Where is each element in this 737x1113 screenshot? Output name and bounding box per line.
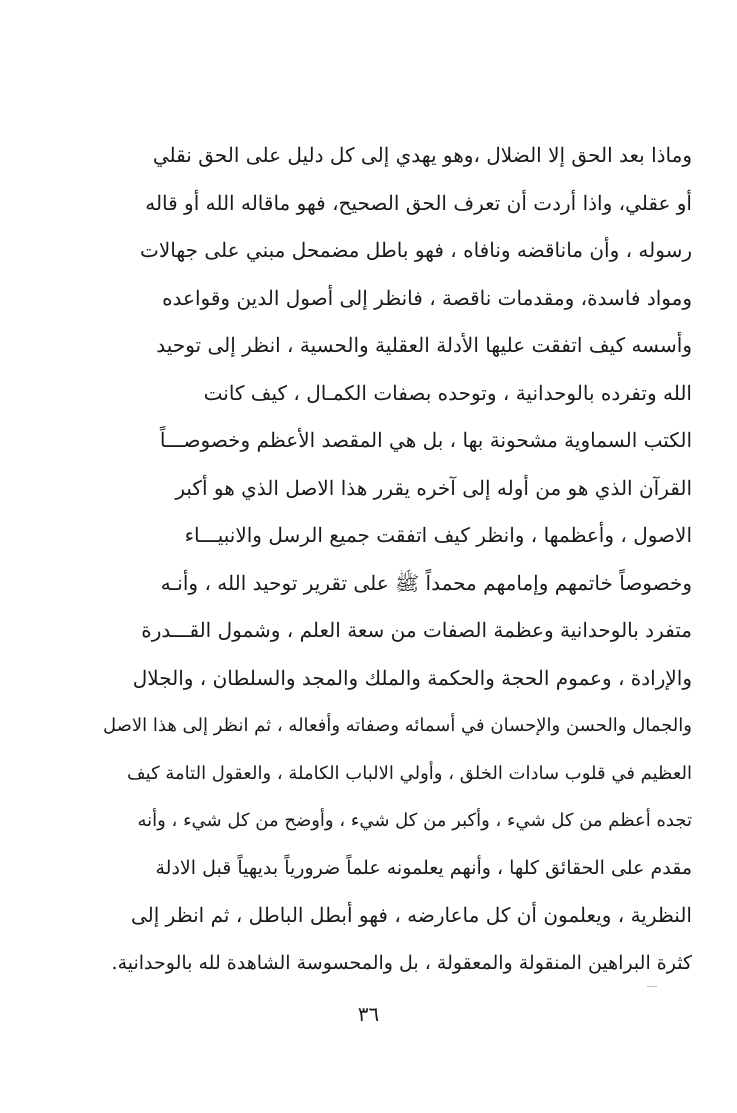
text-line: الله وتفرده بالوحدانية ، وتوحده بصفات الكمـال ، كيف كانت xyxy=(203,380,692,405)
text-line: والإرادة ، وعموم الحجة والحكمة والملك والمجد والسلطان ، والجلال xyxy=(132,665,692,690)
text-line: والجمال والحسن والإحسان في أسمائه وصفاته وأفعاله ، ثم انظر إلى هذا الاصل xyxy=(102,715,692,736)
text-line: وخصوصاً خاتمهم وإمامهم محمداً ﷺ على تقرير توحيد الله ، وأنـه xyxy=(160,570,692,595)
text-line: ومواد فاسدة، ومقدمات ناقصة ، فانظر إلى أصول الدين وقواعده xyxy=(162,285,692,310)
text-line: الكتب السماوية مشحونة بها ، بل هي المقصد الأعظم وخصوصـــاً xyxy=(159,428,692,452)
text-line: الاصول ، وأعظمها ، وانظر كيف اتفقت جميع الرسل والانبيـــاء xyxy=(184,523,692,547)
page-number: ٣٦ xyxy=(357,1002,380,1026)
body-text xyxy=(52,132,692,987)
text-line: مقدم على الحقائق كلها ، وأنهم يعلمونه علماً ضرورياً بديهياً قبل الادلة xyxy=(155,856,692,879)
text-line: وماذا بعد الحق إلا الضلال ،وهو يهدي إلى كل دليل على الحق نقلي xyxy=(152,143,692,167)
text-line: العظيم في قلوب سادات الخلق ، وأولي الالباب الكاملة ، والعقول التامة كيف xyxy=(127,762,692,784)
margin-mark xyxy=(647,986,657,987)
text-line: النظرية ، ويعلمون أن كل ماعارضه ، فهو أبطل الباطل ، ثم انظر إلى xyxy=(130,903,692,927)
text-line: القرآن الذي هو من أوله إلى آخره يقرر هذا الاصل الذي هو أكبر xyxy=(175,475,692,500)
text-line: وأسسه كيف اتفقت عليها الأدلة العقلية والحسية ، انظر إلى توحيد xyxy=(156,333,692,357)
text-line: كثرة البراهين المنقولة والمعقولة ، بل والمحسوسة الشاهدة لله بالوحدانية. xyxy=(111,951,692,974)
text-line: رسوله ، وأن ماناقضه ونافاه ، فهو باطل مضمحل مبني على جهالات xyxy=(140,238,692,262)
text-line: أو عقلي، واذا أردت أن تعرف الحق الصحيح، فهو ماقاله الله أو قاله xyxy=(145,190,692,215)
text-line: تجده أعظم من كل شيء ، وأكبر من كل شيء ، وأوضح من كل شيء ، وأنه xyxy=(137,810,692,831)
text-line: متفرد بالوحدانية وعظمة الصفات من سعة العلم ، وشمول القـــدرة xyxy=(141,618,692,642)
